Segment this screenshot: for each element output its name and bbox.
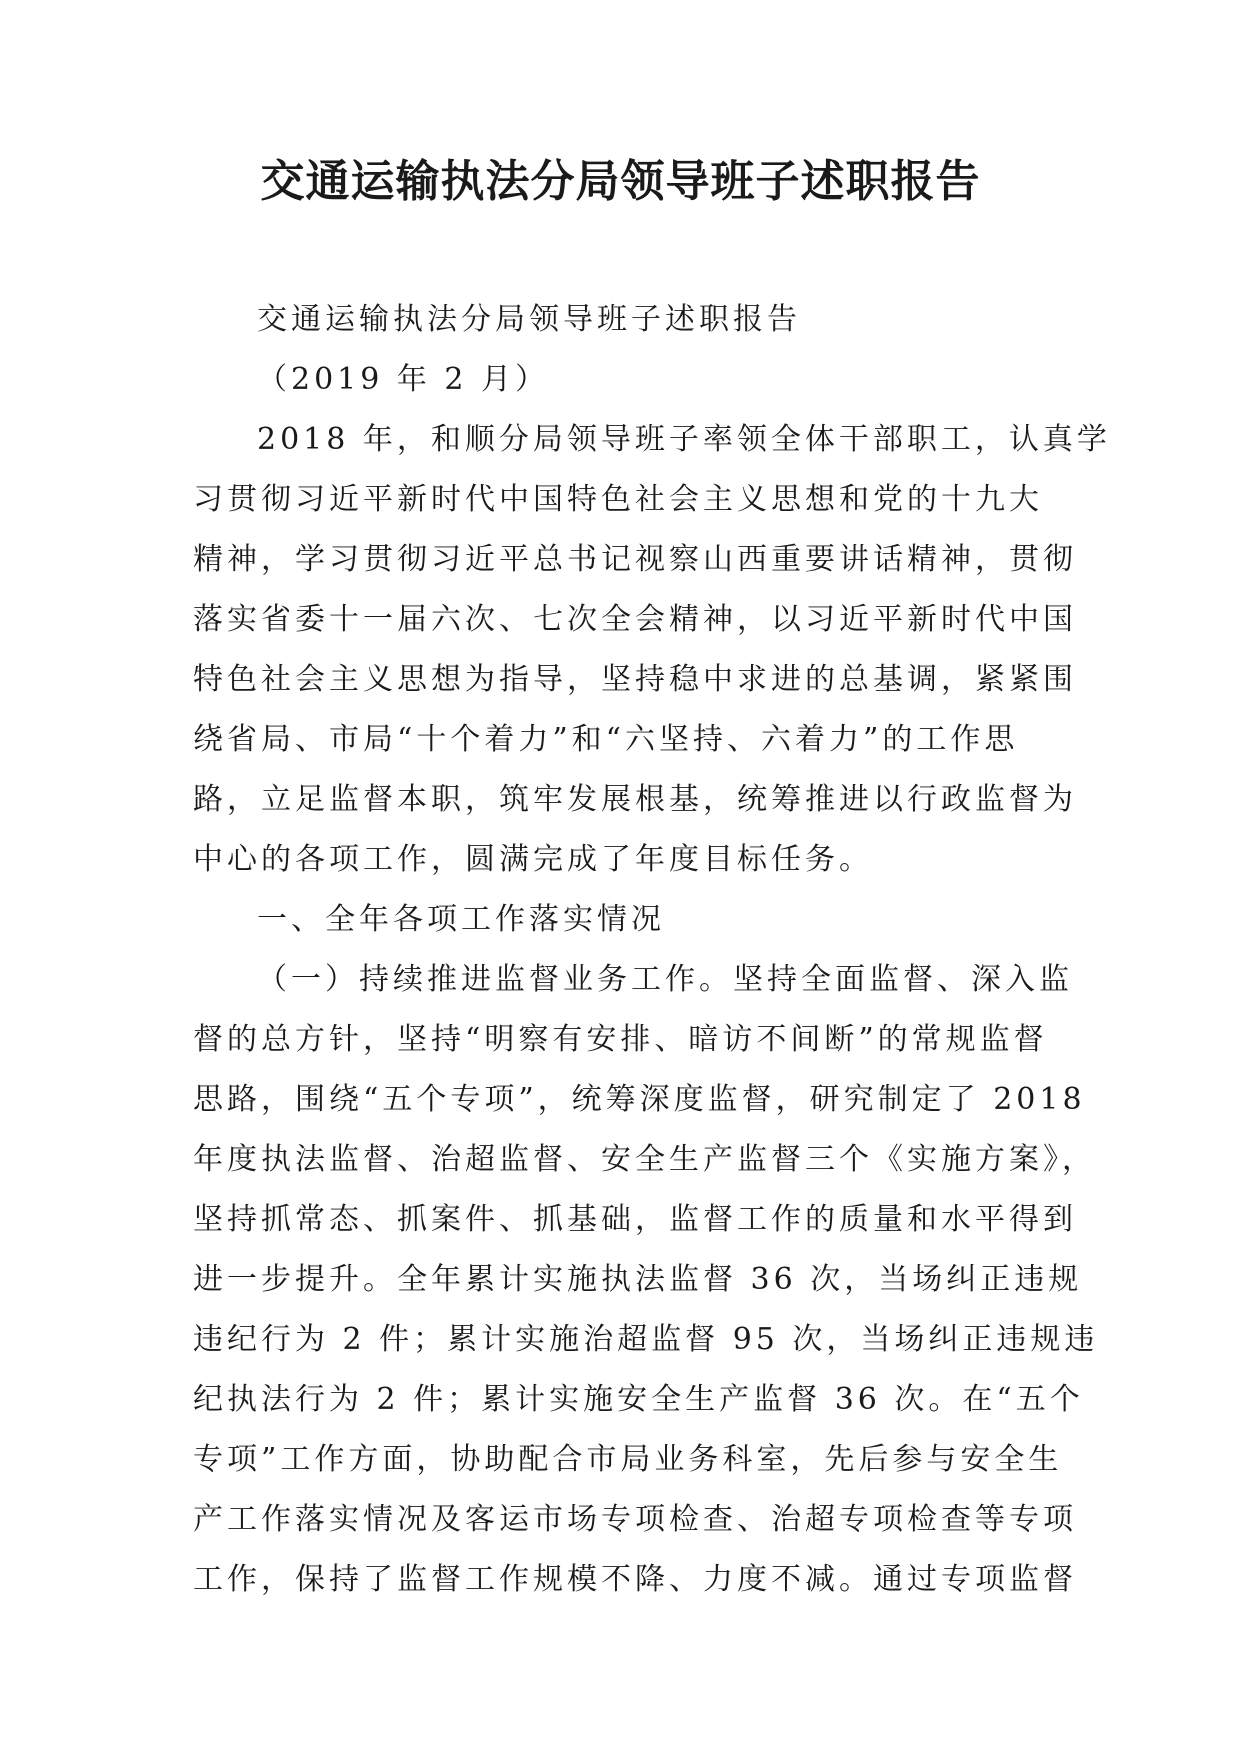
text-line: 交通运输执法分局领导班子述职报告 xyxy=(257,302,801,337)
text-line: 习贯彻习近平新时代中国特色社会主义思想和党的十九大 xyxy=(193,482,1043,517)
text-line: 落实省委十一届六次、七次全会精神，以习近平新时代中国 xyxy=(193,602,1077,637)
text-line: 绕省局、市局“十个着力”和“六坚持、六着力”的工作思 xyxy=(193,722,1019,757)
text-line: 工作，保持了监督工作规模不降、力度不减。通过专项监督 xyxy=(193,1562,1077,1597)
document-body xyxy=(193,290,1111,1610)
text-line: （2019 年 2 月） xyxy=(257,362,550,397)
text-line: 中心的各项工作，圆满完成了年度目标任务。 xyxy=(193,842,873,877)
text-line: 产工作落实情况及客运市场专项检查、治超专项检查等专项 xyxy=(193,1502,1077,1537)
text-line: 违纪行为 2 件；累计实施治超监督 95 次，当场纠正违规违 xyxy=(193,1322,1099,1357)
text-line: 2018 年，和顺分局领导班子率领全体干部职工，认真学 xyxy=(257,422,1111,457)
text-line: （一）持续推进监督业务工作。坚持全面监督、深入监 xyxy=(257,962,1073,997)
text-line: 进一步提升。全年累计实施执法监督 36 次，当场纠正违规 xyxy=(193,1262,1083,1297)
text-line: 精神，学习贯彻习近平总书记视察山西重要讲话精神，贯彻 xyxy=(193,542,1077,577)
text-line: 坚持抓常态、抓案件、抓基础，监督工作的质量和水平得到 xyxy=(193,1202,1077,1237)
text-line: 督的总方针，坚持“明察有安排、暗访不间断”的常规监督 xyxy=(193,1022,1048,1057)
text-line: 年度执法监督、治超监督、安全生产监督三个《实施方案》， xyxy=(193,1142,1096,1177)
text-line: 路，立足监督本职，筑牢发展根基，统筹推进以行政监督为 xyxy=(193,782,1077,817)
text-line: 特色社会主义思想为指导，坚持稳中求进的总基调，紧紧围 xyxy=(193,662,1077,697)
document-title: 交通运输执法分局领导班子述职报告 xyxy=(260,156,981,207)
text-line: 纪执法行为 2 件；累计实施安全生产监督 36 次。在“五个 xyxy=(193,1382,1084,1417)
text-line: 专项”工作方面，协助配合市局业务科室，先后参与安全生 xyxy=(193,1442,1063,1477)
text-line: 思路，围绕“五个专项”，统筹深度监督，研究制定了 2018 xyxy=(193,1082,1086,1117)
text-line: 一、全年各项工作落实情况 xyxy=(257,902,665,937)
